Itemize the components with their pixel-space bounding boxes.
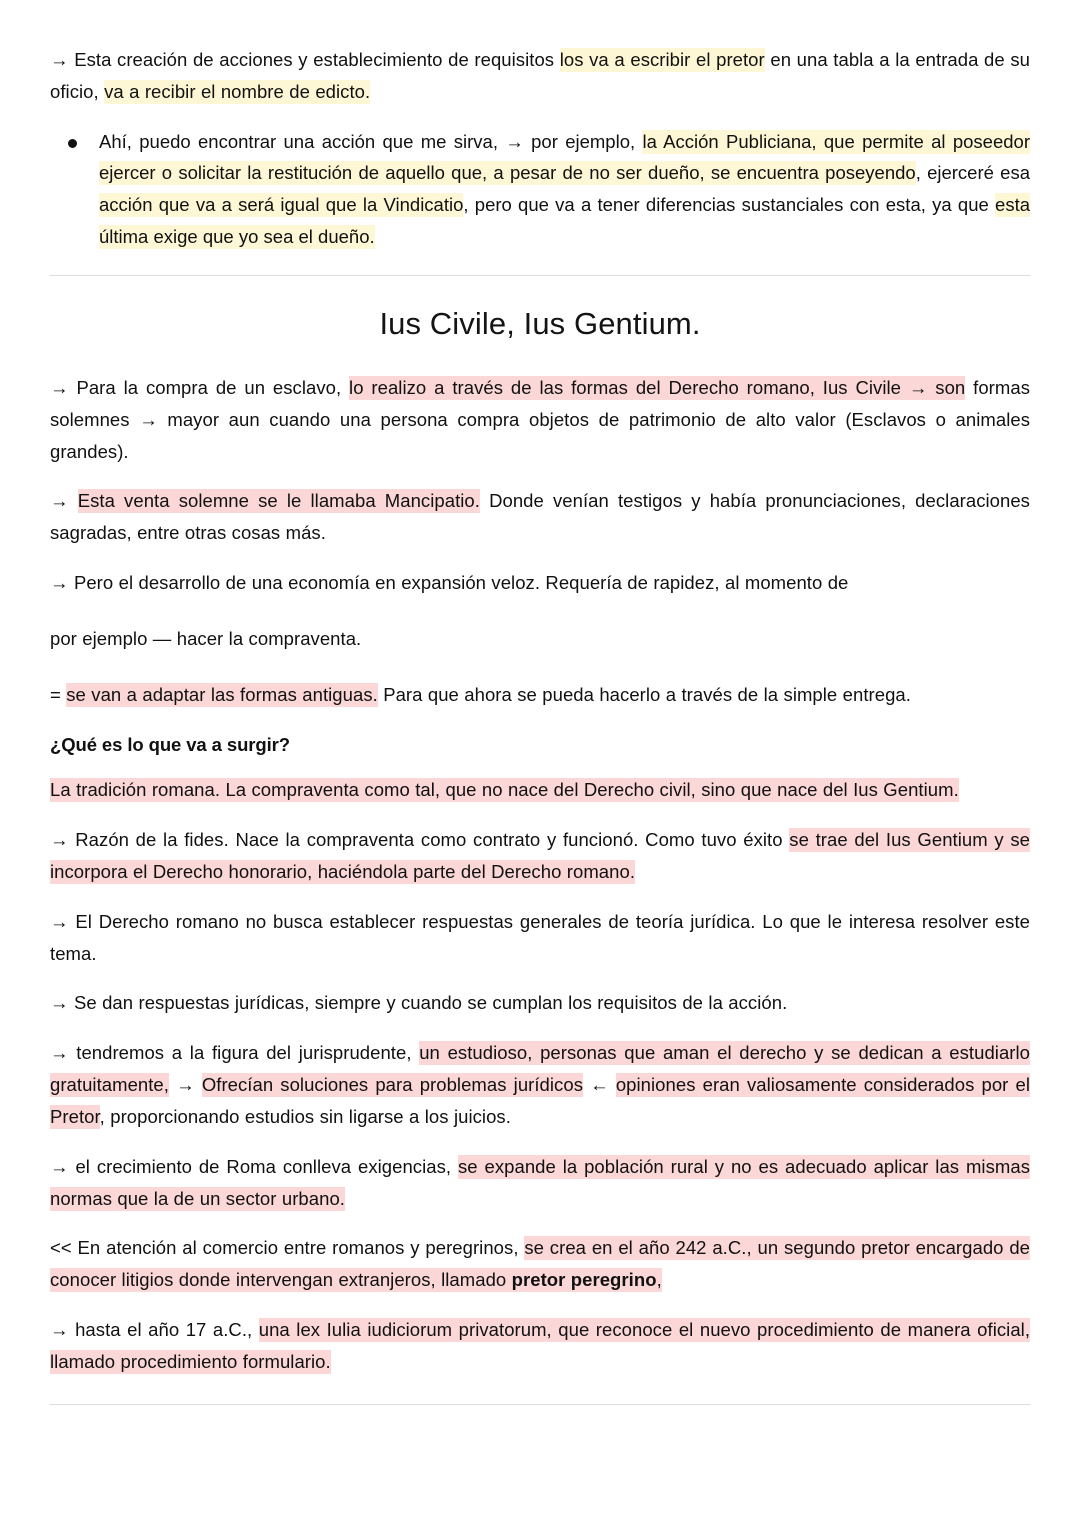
arrow-right-icon: → bbox=[50, 1155, 69, 1177]
bullet-dot-icon bbox=[68, 139, 77, 148]
paragraph-economia-expansion bbox=[50, 567, 1030, 599]
paragraph-tradicion-romana bbox=[50, 774, 1030, 806]
text-segment: por ejemplo, bbox=[523, 130, 643, 152]
highlight-pink: Esta venta solemne se le llamaba Mancipatio. bbox=[77, 490, 480, 512]
text-segment: Donde venían testigos y había pronunciaciones, declaraciones sagradas, entre otras cosas más. bbox=[50, 490, 1030, 544]
text-segment: Esta creación de acciones y establecimiento de requisitos bbox=[74, 49, 560, 70]
text-segment: son bbox=[927, 376, 966, 398]
arrow-right-icon: → bbox=[50, 992, 69, 1014]
highlight-yellow: va a recibir el nombre de edicto. bbox=[104, 80, 371, 102]
arrow-right-icon: → bbox=[50, 571, 69, 593]
text-segment: Ahí, puedo encontrar una acción que me sirva, bbox=[99, 130, 506, 152]
paragraph-compra-esclavo bbox=[50, 372, 1030, 467]
arrow-right-icon: → bbox=[50, 1318, 69, 1340]
text-segment: , bbox=[656, 1269, 662, 1291]
highlight-yellow: esta última exige que yo sea el dueño. bbox=[99, 194, 1030, 248]
text-segment: el crecimiento de Roma conlleva exigencias, bbox=[75, 1155, 458, 1177]
arrow-right-icon: → bbox=[50, 1042, 69, 1064]
paragraph-razon-fides bbox=[50, 824, 1030, 888]
arrow-right-icon: → bbox=[176, 1074, 195, 1096]
paragraph-mancipatio bbox=[50, 485, 1030, 549]
paragraph-pretor-peregrino bbox=[50, 1232, 1030, 1296]
paragraph-lex-iulia bbox=[50, 1314, 1030, 1378]
paragraph-formas-antiguas bbox=[50, 679, 1030, 711]
highlight-pink: La tradición romana. La compraventa como tal, que no nace del Derecho civil, sino que nace del Ius Gentium. bbox=[50, 779, 959, 801]
highlight-pink: se trae del Ius Gentium y se incorpora el Derecho honorario, haciéndola parte del Derecho romano. bbox=[50, 829, 1031, 882]
highlight-pink: opiniones eran valiosamente considerados por el Pretor bbox=[50, 1074, 1031, 1127]
text-segment: lo realizo a través de las formas del Derecho romano, Ius Civile bbox=[349, 376, 909, 398]
paragraph-teoria-juridica bbox=[50, 906, 1030, 970]
text-segment: Razón de la fides. Nace la compraventa como contrato y funcionó. Como tuvo éxito bbox=[75, 829, 790, 851]
arrow-right-icon: → bbox=[139, 408, 158, 430]
text-segment: tendremos a la figura del jurisprudente, bbox=[76, 1042, 420, 1064]
text-segment: Pero el desarrollo de una economía en expansión veloz. Requería de rapidez, al momento de bbox=[73, 571, 849, 593]
text-segment: , ejerceré esa bbox=[915, 162, 1030, 184]
text-segment: Se dan respuestas jurídicas, siempre y cuando se cumplan los requisitos de la acción. bbox=[73, 992, 788, 1014]
text-segment: se crea en el año 242 a.C., un segundo pretor encargado de conocer litigios donde intervengan extranjeros, llamado bbox=[50, 1237, 1030, 1291]
arrow-right-icon: → bbox=[50, 910, 69, 932]
arrow-right-icon: → bbox=[50, 829, 69, 851]
text-segment: , proporcionando estudios sin ligarse a los juicios. bbox=[99, 1105, 511, 1127]
text-segment: En atención al comercio entre romanos y peregrinos, bbox=[71, 1237, 525, 1259]
arrow-right-icon: → bbox=[50, 49, 69, 70]
paragraph-respuestas-juridicas bbox=[50, 987, 1030, 1019]
section-divider-top bbox=[50, 275, 1030, 276]
paragraph-crecimiento-roma bbox=[50, 1151, 1030, 1215]
text-segment: Para la compra de un esclavo, bbox=[76, 376, 350, 398]
text-segment bbox=[609, 1074, 616, 1095]
highlight-pink: Ofrecían soluciones para problemas jurídicos bbox=[201, 1074, 583, 1096]
highlight-pink: una lex Iulia iudiciorum privatorum, que reconoce el nuevo procedimiento de manera oficial, llamado procedimiento formulario. bbox=[50, 1318, 1031, 1372]
text-segment: por ejemplo — hacer la compraventa. bbox=[50, 627, 362, 649]
list-item bbox=[50, 126, 1030, 253]
text-segment: El Derecho romano no busca establecer respuestas generales de teoría jurídica. Lo que le interesa resolver este tema. bbox=[50, 910, 1030, 964]
arrow-right-icon: → bbox=[908, 376, 928, 398]
text-segment: , pero que va a tener diferencias sustanciales con esta, ya que bbox=[463, 194, 996, 216]
highlight-pink: se van a adaptar las formas antiguas. bbox=[66, 683, 378, 705]
bold-term: pretor peregrino bbox=[511, 1269, 657, 1291]
list-item-text bbox=[99, 126, 1030, 253]
highlight-yellow: la Acción Publiciana, que permite al poseedor ejercer o solicitar la restitución de aquello que, a pesar de no ser dueño, se encuentra poseyendo bbox=[99, 130, 1030, 184]
highlight-yellow: acción que va a será igual que la Vindicatio bbox=[99, 194, 464, 216]
highlight-pink: un estudioso, personas que aman el derecho y se dedican a estudiarlo gratuitamente, bbox=[50, 1042, 1031, 1096]
arrow-right-icon: → bbox=[50, 376, 69, 398]
text-segment: mayor aun cuando una persona compra objetos de patrimonio de alto valor (Esclavos o animales grandes). bbox=[50, 408, 1030, 462]
page-title: Ius Civile, Ius Gentium. bbox=[379, 305, 701, 341]
text-segment: hasta el año 17 a.C., bbox=[75, 1318, 259, 1340]
arrow-left-icon: ← bbox=[590, 1074, 609, 1096]
arrow-right-icon: → bbox=[50, 490, 69, 512]
section-divider-bottom bbox=[50, 1404, 1030, 1405]
paragraph-jurisprudente bbox=[50, 1037, 1030, 1132]
subheading-question: ¿Qué es lo que va a surgir? bbox=[50, 734, 290, 756]
highlight-yellow: los va a escribir el pretor bbox=[559, 49, 765, 70]
arrow-right-icon: → bbox=[505, 130, 524, 152]
paragraph-compraventa-ejemplo bbox=[50, 623, 1030, 655]
text-segment: en una tabla a la entrada de su oficio, bbox=[50, 49, 1030, 102]
highlight-pink bbox=[349, 376, 965, 400]
paragraph-edicto bbox=[50, 44, 1030, 108]
equals-marker: = bbox=[50, 683, 61, 705]
text-segment: Para que ahora se pueda hacerlo a través de la simple entrega. bbox=[377, 683, 911, 705]
quote-marker: << bbox=[50, 1237, 72, 1259]
text-segment: formas solemnes bbox=[50, 376, 1030, 430]
highlight-pink: se expande la población rural y no es adecuado aplicar las mismas normas que la de un sector urbano. bbox=[50, 1155, 1030, 1209]
